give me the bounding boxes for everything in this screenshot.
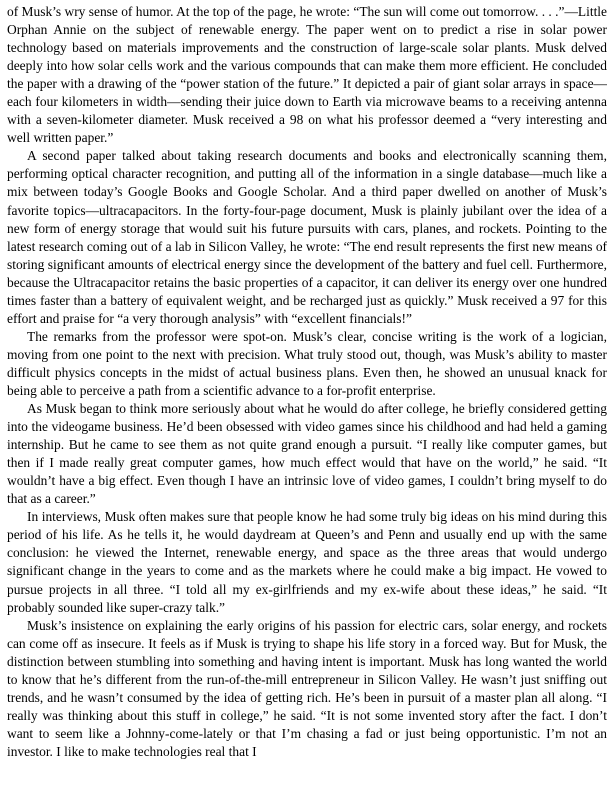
paragraph-5: In interviews, Musk often makes sure that people know he had some truly big ideas on his mind during this period of his life. As he tells it, he would daydream at Queen’s and Penn and usually end up with the same conclusion: he viewed the Internet, renewable energy, and space as the three areas that would undergo significant change in the years to come and as the markets where he could make a big impact. He vowed to pursue projects in all three. “I told all my ex-girlfriends and my ex-wife about these ideas,” he said. “It probably sounded like super-crazy talk.” bbox=[7, 509, 607, 615]
paragraph-3: The remarks from the professor were spot-on. Musk’s clear, concise writing is the work of a logician, moving from one point to the next with precision. What truly stood out, though, was Musk’s ability to master difficult physics concepts in the midst of actual business plans. Even then, he showed an unusual knack for being able to perceive a path from a scientific advance to a for-profit enterprise. bbox=[7, 328, 607, 398]
paragraph-2: A second paper talked about taking research documents and books and electronically scanning them, performing optical character recognition, and putting all of the information in a single database—much like a mix between today’s Google Books and Google Scholar. And a third paper dwelled on another of Musk’s favorite topics—ultracapacitors. In the forty-four-page document, Musk is plainly jubilant over the idea of a new form of energy storage that would suit his future pursuits with cars, planes, and rockets. Pointing to the latest research coming out of a lab in Silicon Valley, he wrote: “The end result represents the first new means of storing significant amounts of electrical energy since the development of the battery and fuel cell. Furthermore, because the Ultracapacitor retains the basic properties of a capacitor, it can deliver its energy over one hundred times faster than a battery of equivalent weight, and be recharged just as quickly.” Musk received a 97 for this effort and praise for “a very thorough analysis” with “excellent financials!” bbox=[7, 148, 607, 326]
paragraph-4: As Musk began to think more seriously about what he would do after college, he briefly considered getting into the videogame business. He’d been obsessed with video games since his childhood and had held a gaming internship. But he came to see them as not quite grand enough a pursuit. “I really like computer games, but then if I made really great computer games, how much effect would that have on the world,” he said. “It wouldn’t have a big effect. Even though I have an intrinsic love of video games, I couldn’t bring myself to do that as a career.” bbox=[7, 401, 607, 507]
document-page bbox=[7, 3, 607, 789]
paragraph-6: Musk’s insistence on explaining the early origins of his passion for electric cars, solar energy, and rockets can come off as insecure. It feels as if Musk is trying to shape his life story in a forced way. But for Musk, the distinction between stumbling into something and having intent is important. Musk has long wanted the world to know that he’s different from the run-of-the-mill entrepreneur in Silicon Valley. He wasn’t just sniffing out trends, and he wasn’t consumed by the idea of getting rich. He’s been in pursuit of a master plan all along. “I really was thinking about this stuff in college,” he said. “It is not some invented story after the fact. I don’t want to seem like a Johnny-come-lately or that I’m chasing a fad or just being opportunistic. I’m not an investor. I like to make technologies real that I bbox=[7, 617, 607, 759]
paragraph-1: of Musk’s wry sense of humor. At the top of the page, he wrote: “The sun will come out tomorrow. . . .”—Little Orphan Annie on the subject of renewable energy. The paper went on to predict a rise in solar power technology based on materials improvements and the construction of large-scale solar plants. Musk delved deeply into how solar cells work and the various compounds that can make them more efficient. He concluded the paper with a drawing of the “power station of the future.” It depicted a pair of giant solar arrays in space—each four kilometers in width—sending their juice down to Earth via microwave beams to a receiving antenna with a seven-kilometer diameter. Musk received a 98 on what his professor deemed a “very interesting and well written paper.” bbox=[7, 4, 607, 146]
